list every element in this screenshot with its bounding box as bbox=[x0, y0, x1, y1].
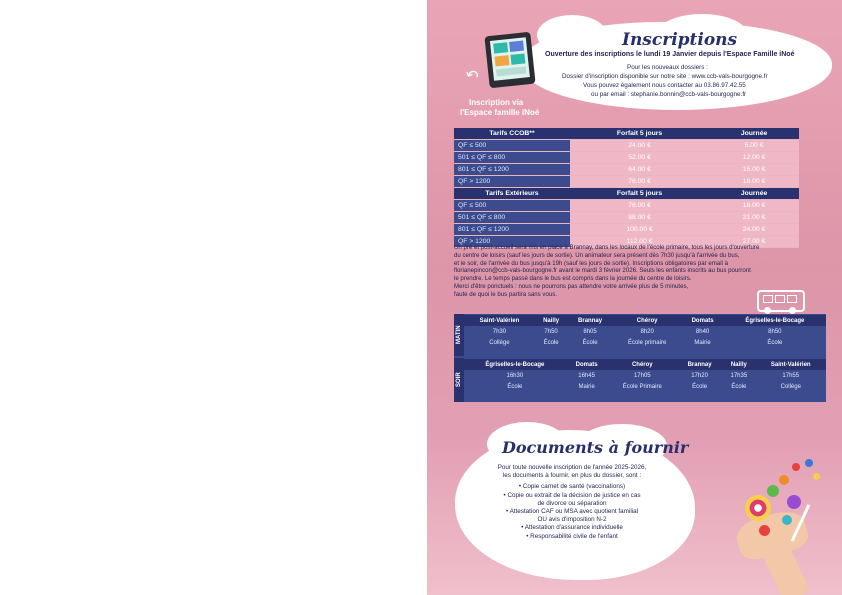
table-row: 7h30 7h50 8h05 8h20 8h40 8h50 bbox=[464, 326, 826, 337]
table-row: 801 ≤ QF ≤ 1200 64.00 € 15.00 € bbox=[454, 164, 799, 176]
table-row: QF > 1200 76.00 € 18.00 € bbox=[454, 176, 799, 188]
table-row: Collège École École École primaire Mairie École bbox=[464, 337, 826, 348]
table-row: 16h30 16h45 17h05 17h20 17h35 17h55 bbox=[464, 370, 826, 381]
table-row: Égriselles-le-Bocage Domats Chéroy Brannay Nailly Saint-Valérien bbox=[464, 359, 826, 370]
table-row: QF > 1200 112.00 € 27.00 € bbox=[454, 236, 799, 248]
tarifs-ext-header: Tarifs Extérieurs Forfait 5 jours Journée bbox=[454, 188, 799, 200]
table-row: QF ≤ 500 24.00 € 5.00 € bbox=[454, 140, 799, 152]
flyer-page bbox=[427, 0, 842, 595]
candy-hand-illustration bbox=[717, 455, 842, 595]
transport-paragraph: Un pré et post-accueil sera mis en place à Brannay, dans les locaux de l'école primaire, tous les jours d'ouverture du centre de loisirs (sauf les jours de sortie). Un animateur sera présent dès 7h30 jusqu'à l'arrivée du bus, et le soir, de l'arrivée du bus jusqu'à 19h (sauf les jours de sortie). Inscriptions obligatoires par email à florianepincon@ccb-vals-bourgogne.fr avant le mardi 3 février 2026. Seuls les enfants inscrits au bus pourront le prendre. Le temps passé dans le bus est compris dans la journée du centre de loisirs. Merci d'être ponctuels : nous ne pourrons pas attendre votre arrivée plus de 5 minutes, faute de quoi le bus partira sans vous. bbox=[454, 244, 760, 298]
bus-soir-table bbox=[464, 359, 826, 392]
table-row: 501 ≤ QF ≤ 800 88.00 € 21.00 € bbox=[454, 212, 799, 224]
phone-line: Vous pouvez également nous contacter au 03.86.97.42.55 bbox=[583, 82, 746, 89]
table-row: 801 ≤ QF ≤ 1200 100.00 € 24.00 € bbox=[454, 224, 799, 236]
tarifs-table bbox=[454, 128, 799, 248]
email-line: ou par email : stephanie.bonnin@ccb-vals-bourgogne.fr bbox=[591, 91, 747, 98]
new-families-line: Pour les nouveaux dossiers : bbox=[627, 64, 708, 71]
table-row: 501 ≤ QF ≤ 800 52.00 € 12.00 € bbox=[454, 152, 799, 164]
table-row: École Mairie École Primaire École École Collège bbox=[464, 381, 826, 392]
table-row: Saint-Valérien Nailly Brannay Chéroy Domats Égriselles-le-Bocage bbox=[464, 315, 826, 326]
dossier-line: Dossier d'inscription disponible sur notre site : www.ccb-vals-bourgogne.fr bbox=[562, 73, 768, 80]
bus-matin-table bbox=[464, 315, 826, 348]
soir-label: SOIR bbox=[454, 358, 464, 402]
matin-label: MATIN bbox=[454, 314, 464, 356]
documents-title: Documents à fournir bbox=[502, 438, 689, 457]
inscriptions-title: Inscriptions bbox=[622, 30, 738, 50]
inoe-label-1: Inscription via bbox=[469, 98, 524, 107]
bus-icon bbox=[757, 290, 805, 312]
arrow-icon: ↶ bbox=[462, 66, 481, 87]
opening-line: Ouverture des inscriptions le lundi 19 Janvier depuis l'Espace Famille iNoé bbox=[545, 51, 795, 58]
inoe-label-2: l'Espace famille iNoé bbox=[460, 108, 540, 117]
table-row: QF ≤ 500 76.00 € 18.00 € bbox=[454, 200, 799, 212]
documents-list: Pour toute nouvelle inscription de l'année 2025-2026, les documents à fournir, en plus du dossier, sont : • Copie carnet de santé (vaccinations) • Copie ou extrait de la décision de justice en cas de divorce ou séparation • Attestation CAF ou MSA avec quotient familial OU avis d'imposition N-2 • Attestation d'assurance individuelle • Responsabilité civile de l'enfant bbox=[497, 464, 647, 540]
tablet-icon bbox=[484, 32, 535, 89]
tarifs-ccob-header: Tarifs CCOB** Forfait 5 jours Journée bbox=[454, 128, 799, 140]
